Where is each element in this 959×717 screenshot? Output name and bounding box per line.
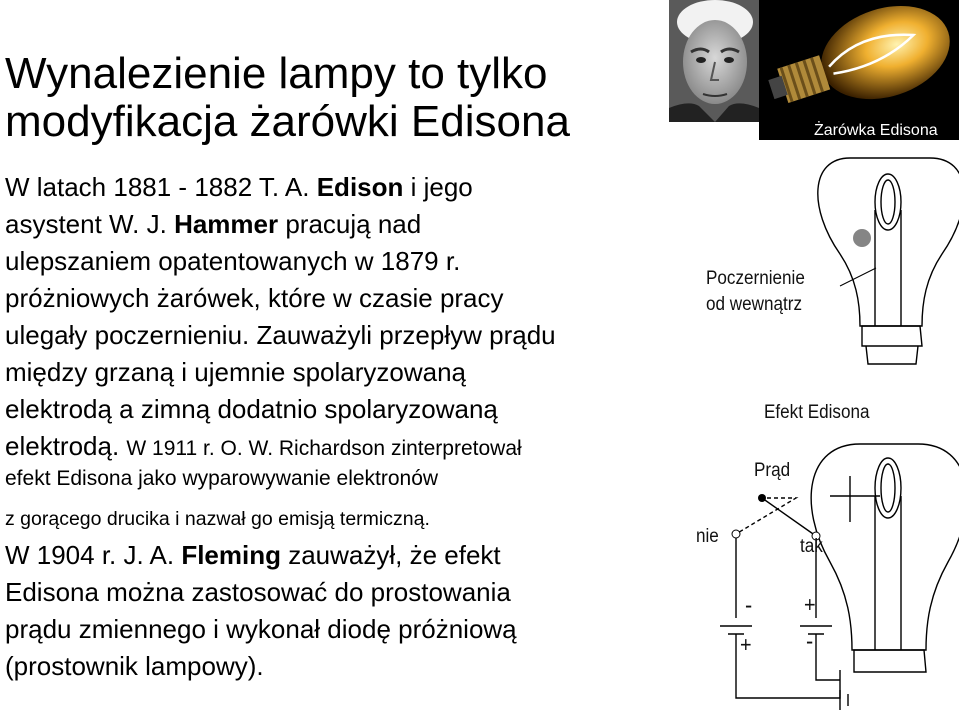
text-line: elektrodą a zimną dodatnio spolaryzowaną (5, 394, 498, 424)
label-switch-yes: tak (800, 536, 823, 557)
edison-bulb-illustration (759, 0, 959, 140)
name-hammer: Hammer (174, 209, 279, 239)
text-line: ulepszaniem opatentowanych w 1879 r. (5, 246, 461, 276)
lower-bulb-glass (811, 444, 959, 650)
label-current: Prąd (754, 460, 791, 481)
text-line (5, 172, 473, 203)
name-fleming: Fleming (181, 540, 281, 570)
portrait-illustration (669, 0, 759, 122)
label-blackening-2: od wewnątrz (706, 294, 803, 315)
text-span: W 1904 r. J. A. (5, 540, 182, 570)
edison-effect-diagram (690, 150, 959, 717)
upper-bulb-base (862, 326, 922, 364)
text-line (5, 540, 501, 571)
text-span: i jego (403, 172, 473, 202)
label-minus-right: - (806, 628, 814, 655)
portrait-photo (669, 0, 759, 122)
text-line: próżniowych żarówek, które w czasie pracy (5, 283, 504, 313)
text-line (5, 431, 522, 462)
text-span: elektrodą. (5, 431, 127, 461)
text-line: Edisona można zastosować do prostowania (5, 577, 511, 607)
edison-bulb-photo (759, 0, 959, 140)
text-line: efekt Edisona jako wyparowywanie elektronów (5, 467, 439, 490)
label-blackening-1: Poczernienie (706, 268, 805, 289)
title-line-1: Wynalezienie lampy to tylko (5, 49, 548, 98)
text-span: asystent W. J. (5, 209, 175, 239)
text-span: zauważył, że efekt (280, 540, 501, 570)
text-line (5, 209, 421, 240)
text-line: z gorącego drucika i nazwał go emisją termiczną. (5, 508, 430, 530)
label-switch-no: nie (696, 526, 719, 547)
text-span: pracują nad (278, 209, 422, 239)
label-plus-left: + (740, 632, 752, 657)
name-edison: Edison (316, 172, 404, 202)
text-span: W 1911 r. O. W. Richardson zinterpretował (126, 437, 522, 460)
lower-bulb-base (854, 650, 926, 672)
text-span: W latach 1881 - 1882 T. A. (5, 172, 317, 202)
text-line: prądu zmiennego i wykonał diodę próżniową (5, 614, 517, 644)
upper-bulb-glass (818, 158, 959, 326)
bulb-caption: Żarówka Edisona (814, 122, 938, 139)
text-line: ulegały poczernieniu. Zauważyli przepływ prądu (5, 320, 556, 350)
text-line: między grzaną i ujemnie spolaryzowaną (5, 357, 467, 387)
label-plus-right: + (804, 592, 816, 617)
label-edison-effect: Efekt Edisona (764, 402, 870, 423)
text-line: (prostownik lampowy). (5, 651, 264, 681)
slide-title (5, 50, 570, 146)
title-line-2: modyfikacja żarówki Edisona (5, 97, 570, 146)
label-minus-left: - (745, 592, 753, 619)
